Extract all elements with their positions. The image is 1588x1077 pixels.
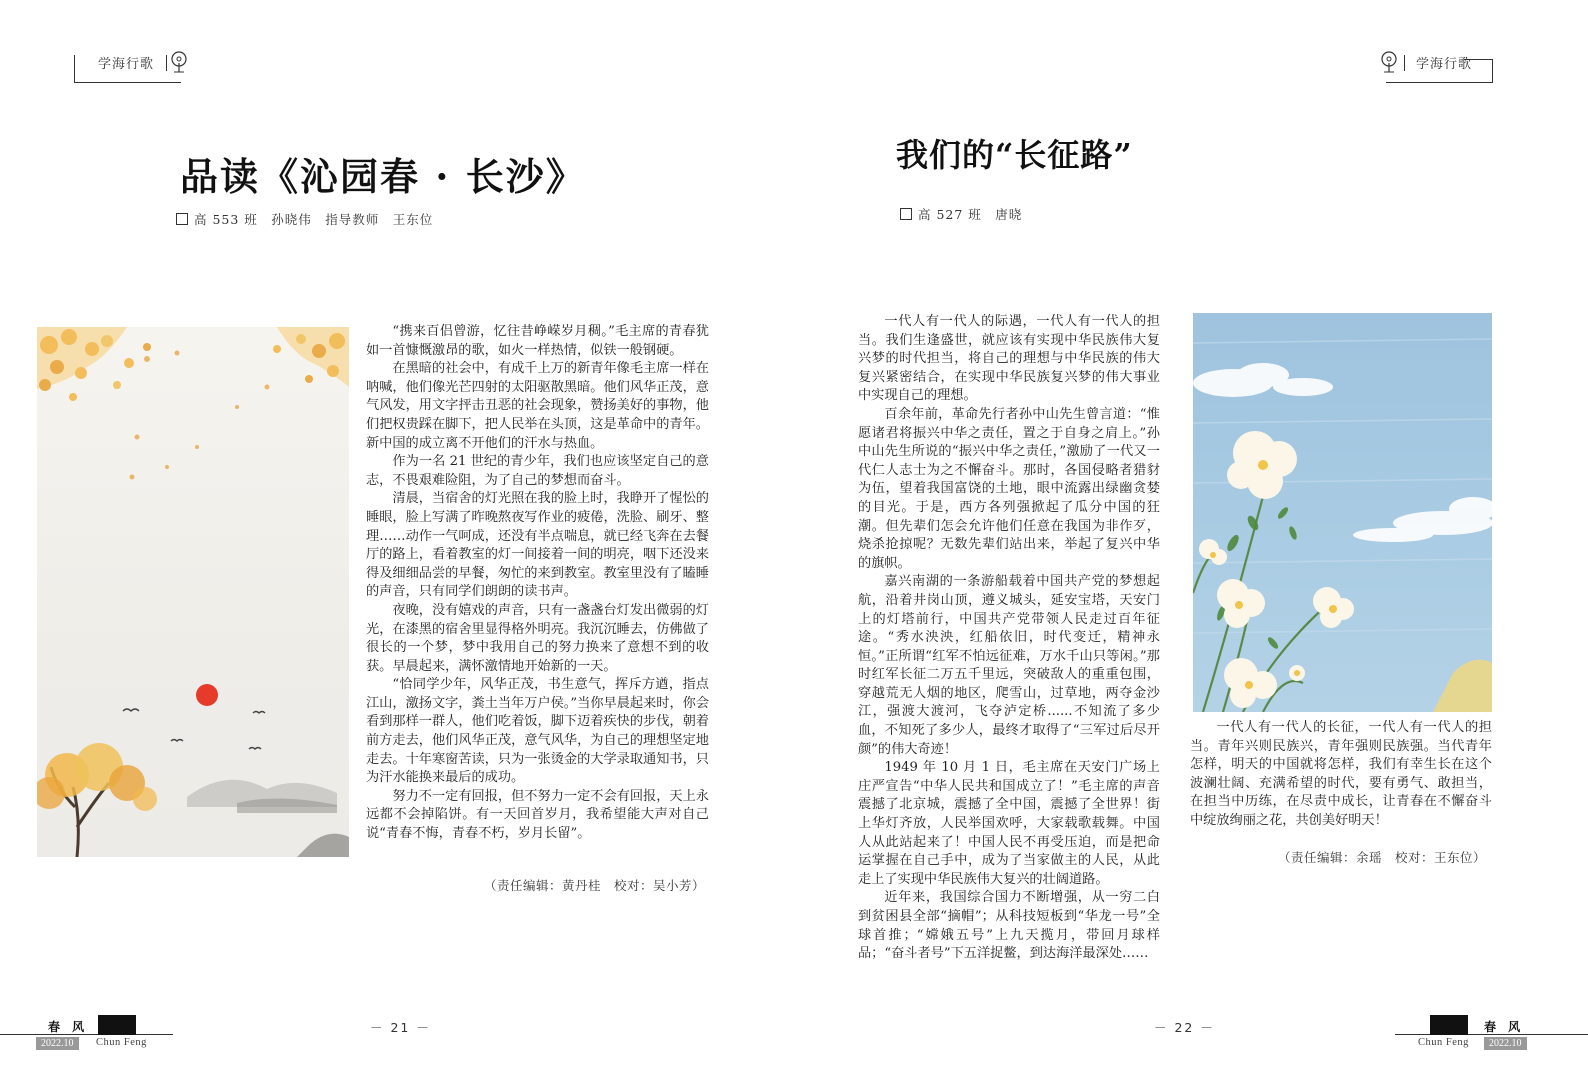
right-side-text bbox=[1190, 719, 1492, 831]
left-article-title: 品读《沁园春 · 长沙》 bbox=[180, 154, 586, 199]
right-footer-en: Chun Feng bbox=[1418, 1037, 1469, 1048]
right-footer-issue: 2022.10 bbox=[1484, 1037, 1527, 1050]
flower-right bbox=[1313, 587, 1354, 628]
right-article-title: 我们的“长征路” bbox=[896, 136, 1133, 174]
autumn-tree bbox=[37, 743, 157, 857]
left-byline: 高 553 班 孙晓伟 指导教师 王东位 bbox=[176, 210, 433, 228]
left-footer-magazine: 春 风 bbox=[48, 1020, 89, 1034]
left-footer-en: Chun Feng bbox=[96, 1037, 147, 1048]
paragraph: 1949 年 10 月 1 日，毛主席在天安门广场上庄严宣告“中华人民共和国成立了！”毛主席的声音震撼了北京城，震撼了全中国，震撼了全世界！街上华灯齐放，人民举国欢呼，大家载歌载舞。中国人从此站起来了！中国人民不再受压迫，而是把命运掌握在自己手中，成为了当家做主的人民，从此走上了实现中华民族伟大复兴的壮阔道路。 bbox=[858, 760, 1160, 887]
paragraph: 嘉兴南湖的一条游船载着中国共产党的梦想起航，沿着井岗山顶，遵义城头，延安宝塔，天安门上的灯塔前行，中国共产党带领人民走过百年征途。“秀水泱泱，红船依旧，时代变迁，精神永恒。”正所谓“红军不怕远征难，万水千山只等闲。”那时红军长征二万五千里远，突破敌人的重重包围，穿越荒无人烟的地区，爬雪山，过草地，两夺金沙江，强渡大渡河，飞夺泸定桥......不知流了多少血，不知死了多少人，最终才取得了“三军过后尽开颜”的伟大奇迹！ bbox=[858, 574, 1160, 757]
leaves-top-right bbox=[273, 327, 349, 387]
left-section-label: 学海行歌 bbox=[98, 57, 155, 72]
paragraph: “携来百侣曾游，忆往昔峥嵘岁月稠。”毛主席的青春犹如一首慷慨激昂的歌，如火一样热情，似铁一般钢硬。 bbox=[366, 324, 709, 358]
cloud-right bbox=[1353, 497, 1492, 542]
paragraph: 一代人有一代人的长征，一代人有一代人的担当。青年兴则民族兴，青年强则民族强。当代青年怎样，明天的中国就将怎样，我们有幸生长在这个波澜壮阔、充满希望的时代，要有勇气、敢担当，在担当中历练，在尽责中成长，让青春在不懈奋斗中绽放绚丽之花，共创美好明天！ bbox=[1190, 720, 1492, 828]
left-article-body bbox=[366, 323, 709, 844]
paragraph: 近年来，我国综合国力不断增强，从一穷二白到贫困县全部“摘帽”；从科技短板到“华龙一号”全球首推；“嫦娥五号”上九天揽月，带回月球样品；“奋斗者号”下五洋捉鳖，到达海洋最深处…… bbox=[858, 890, 1160, 962]
paragraph: “恰同学少年，风华正茂，书生意气，挥斥方遒，指点江山，激扬文字，粪土当年万户侯。”当你早晨起来时，你会看到那样一群人，他们吃着饭，脚下迈着疾快的步伐，朝着前方走去，他们风华正茂，意气风华，为自己的理想坚定地走去。十年寒窗苦读，只为一张烫金的大学录取通知书，只为汗水能换来最后的成功。 bbox=[366, 677, 710, 786]
flower-illustration bbox=[1193, 313, 1492, 712]
right-byline: 高 527 班 唐晓 bbox=[900, 205, 1022, 223]
paragraph: 一代人有一代人的际遇，一代人有一代人的担当。我们生逢盛世，就应该有实现中华民族伟大复兴梦的时代担当，将自己的理想与中华民族的伟大复兴紧密结合，在实现中华民族复兴梦的伟大事业中实现自己的理想。 bbox=[858, 314, 1160, 404]
paragraph: 作为一名 21 世纪的青少年，我们也应该坚定自己的意志，不畏艰难险阻，为了自己的梦想而奋斗。 bbox=[366, 454, 709, 488]
flower-mid bbox=[1217, 579, 1265, 628]
right-section-label: 学海行歌 bbox=[1416, 57, 1473, 72]
left-page-number: － 21 － bbox=[370, 1020, 431, 1035]
right-footer-magazine: 春 风 bbox=[1484, 1020, 1525, 1034]
paragraph: 清晨，当宿舍的灯光照在我的脸上时，我睁开了惺忪的睡眼，脸上写满了昨晚熬夜写作业的疲倦，洗脸、刷牙、整理……动作一气呵成，还没有半点喘息，就已经飞奔在去餐厅的路上，看着教室的灯一间接着一间的明亮，咽下还没来得及细细品尝的早餐，匆忙的来到教室。教室里没有了瞌睡的声音，只有同学们朗朗的读书声。 bbox=[366, 491, 709, 600]
footer-block bbox=[98, 1015, 136, 1035]
right-editor-credit: （责任编辑：余瑶 校对：王东位） bbox=[1277, 850, 1486, 865]
tree-icon bbox=[1380, 51, 1398, 77]
paragraph: 百余年前，革命先行者孙中山先生曾言道：“惟愿诸君将振兴中华之责任，置之于自身之肩上。”孙中山先生所说的“振兴中华之责任，”激励了一代又一代仁人志士为之不懈奋斗。那时，各国侵略者猎豺为伍，望着我国富饶的土地，眼中流露出绿幽贪婪的目光。于是，西方各列强掀起了瓜分中国的狂潮。但先辈们怎会允许他们任意在我国为非作歹，烧杀抢掠呢？无数先辈们站出来，举起了复兴中华的旗帜。 bbox=[858, 406, 1160, 571]
left-editor-credit: （责任编辑：黄丹桂 校对：吴小芳） bbox=[483, 878, 705, 893]
cloud-left bbox=[1193, 363, 1333, 397]
paragraph: 夜晚，没有嬉戏的声音，只有一盏盏台灯发出微弱的灯光，在漆黑的宿舍里显得格外明亮。我沉沉睡去，仿佛做了很长的一个梦，梦中我用自己的努力换来了意想不到的收获。早晨起来，满怀激情地开始新的一天。 bbox=[366, 602, 709, 674]
paragraph: 在黑暗的社会中，有成千上万的新青年像毛主席一样在呐喊，他们像光芒四射的太阳驱散黑暗。他们风华正茂，意气风发，用文字抨击丑恶的社会现象，赞扬美好的事物，他们把权贵踩在脚下，把人民举在头顶，这是革命中的青年。新中国的成立离不开他们的汗水与热血。 bbox=[366, 361, 709, 451]
left-footer-issue: 2022.10 bbox=[36, 1037, 79, 1050]
footer-block bbox=[1430, 1015, 1468, 1035]
right-page-number: － 22 － bbox=[1154, 1020, 1215, 1035]
autumn-illustration bbox=[37, 327, 349, 857]
byline-box-icon bbox=[900, 208, 912, 220]
paragraph: 努力不一定有回报，但不努力一定不会有回报，天上永远都不会掉陷饼。有一天回首岁月，我希望能大声对自己说“青春不悔，青春不朽，岁月长留”。 bbox=[366, 788, 709, 842]
tree-icon bbox=[170, 51, 188, 77]
right-article-body bbox=[858, 313, 1160, 964]
leaves-top-left bbox=[37, 327, 151, 401]
flower-large bbox=[1227, 431, 1297, 499]
red-sun bbox=[196, 684, 218, 706]
byline-box-icon bbox=[176, 213, 188, 225]
